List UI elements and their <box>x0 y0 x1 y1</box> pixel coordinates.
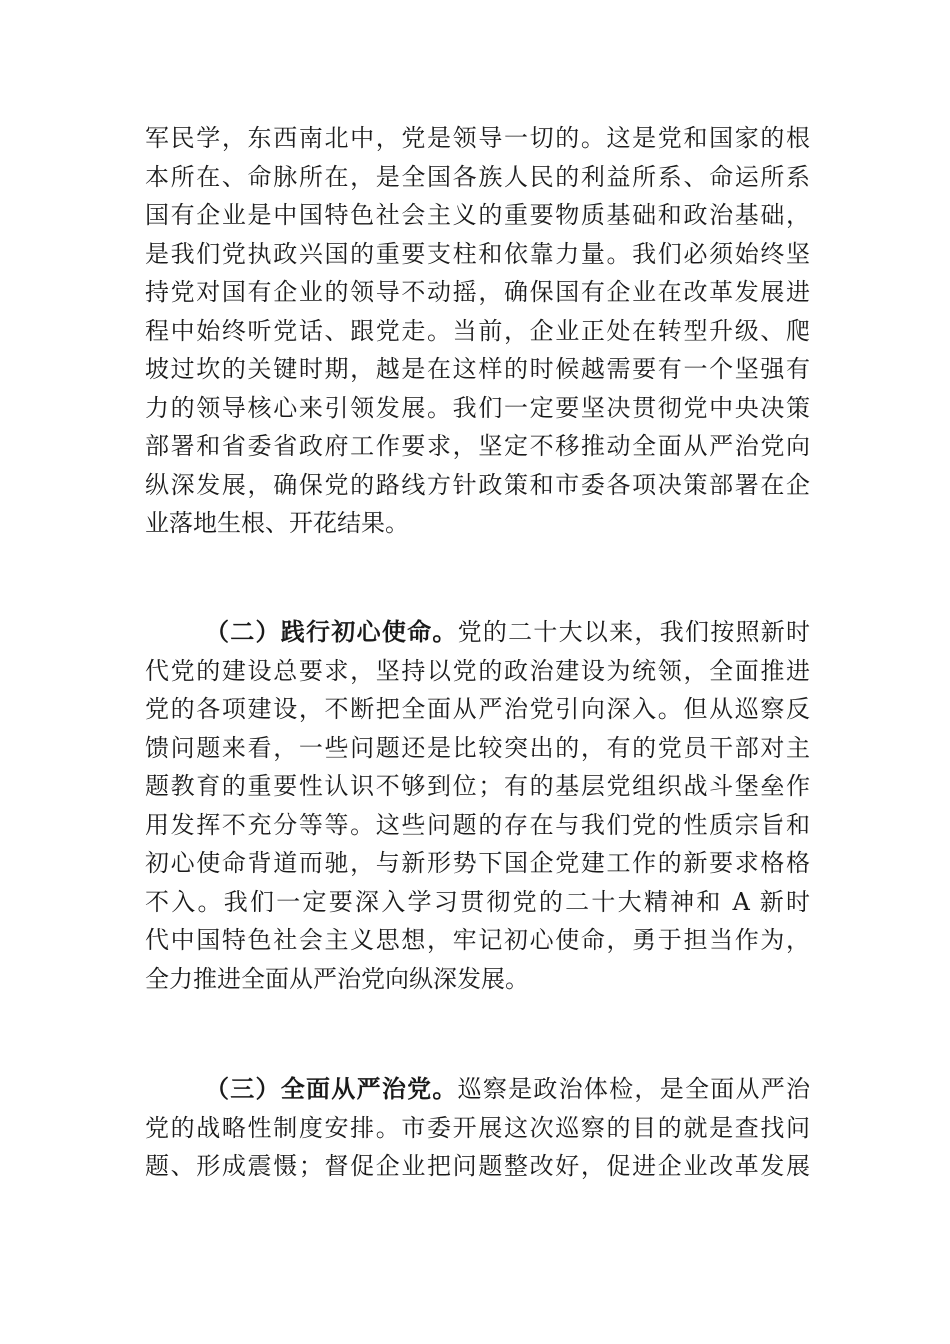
paragraph-line: 部署和省委省政府工作要求，坚定不移推动全面从严治党向 <box>145 432 810 460</box>
paragraph-line: 纵深发展，确保党的路线方针政策和市委各项决策部署在企 <box>145 470 810 499</box>
paragraph-2 <box>145 613 810 998</box>
paragraph-line: 不入。我们一定要深入学习贯彻党的二十大精神和 A 新时 <box>145 887 810 916</box>
paragraph-line: 军民学，东西南北中，党是领导一切的。这是党和国家的根 <box>145 124 810 152</box>
paragraph-line: 初心使命背道而驰，与新形势下国企党建工作的新要求格格 <box>145 849 810 877</box>
paragraph-line: 党的各项建设，不断把全面从严治党引向深入。但从巡察反 <box>145 695 810 723</box>
section-heading: （三）全面从严治党。 <box>205 1074 458 1103</box>
paragraph-line: 持党对国有企业的领导不动摇，确保国有企业在改革发展进 <box>145 278 810 306</box>
paragraph-line: 题、形成震慑；督促企业把问题整改好，促进企业改革发展 <box>145 1152 810 1180</box>
paragraph-first-line <box>145 1070 810 1109</box>
paragraph-text: 党的二十大以来，我们按照新时 <box>457 618 810 646</box>
paragraph-line: 国有企业是中国特色社会主义的重要物质基础和政治基础， <box>145 201 810 229</box>
paragraph-text: 巡察是政治体检，是全面从严治 <box>457 1075 810 1103</box>
paragraph-line: 代党的建设总要求，坚持以党的政治建设为统领，全面推进 <box>145 656 810 685</box>
paragraph-line: 是我们党执政兴国的重要支柱和依靠力量。我们必须始终坚 <box>145 239 810 268</box>
paragraph-line: 党的战略性制度安排。市委开展这次巡察的目的就是查找问 <box>145 1113 810 1142</box>
paragraph-line: 本所在、命脉所在，是全国各族人民的利益所系、命运所系 <box>145 162 810 191</box>
paragraph-line: 用发挥不充分等等。这些问题的存在与我们党的性质宗旨和 <box>145 810 810 839</box>
paragraph-line: 力的领导核心来引领发展。我们一定要坚决贯彻党中央决策 <box>145 393 810 422</box>
paragraph-line: 题教育的重要性认识不够到位；有的基层党组织战斗堡垒作 <box>145 772 810 800</box>
paragraph-line: 馈问题来看，一些问题还是比较突出的，有的党员干部对主 <box>145 733 810 762</box>
paragraph-line: 程中始终听党话、跟党走。当前，企业正处在转型升级、爬 <box>145 316 810 345</box>
paragraph-1 <box>145 119 810 543</box>
paragraph-line: 全力推进全面从严治党向纵深发展。 <box>145 964 529 993</box>
paragraph-first-line <box>145 613 810 652</box>
paragraph-line: 代中国特色社会主义思想，牢记初心使命，勇于担当作为， <box>145 926 810 954</box>
paragraph-line: 业落地生根、开花结果。 <box>145 509 409 537</box>
section-heading: （二）践行初心使命。 <box>205 617 458 646</box>
paragraph-line: 坡过坎的关键时期，越是在这样的时候越需要有一个坚强有 <box>145 355 810 383</box>
paragraph-3 <box>145 1070 810 1186</box>
